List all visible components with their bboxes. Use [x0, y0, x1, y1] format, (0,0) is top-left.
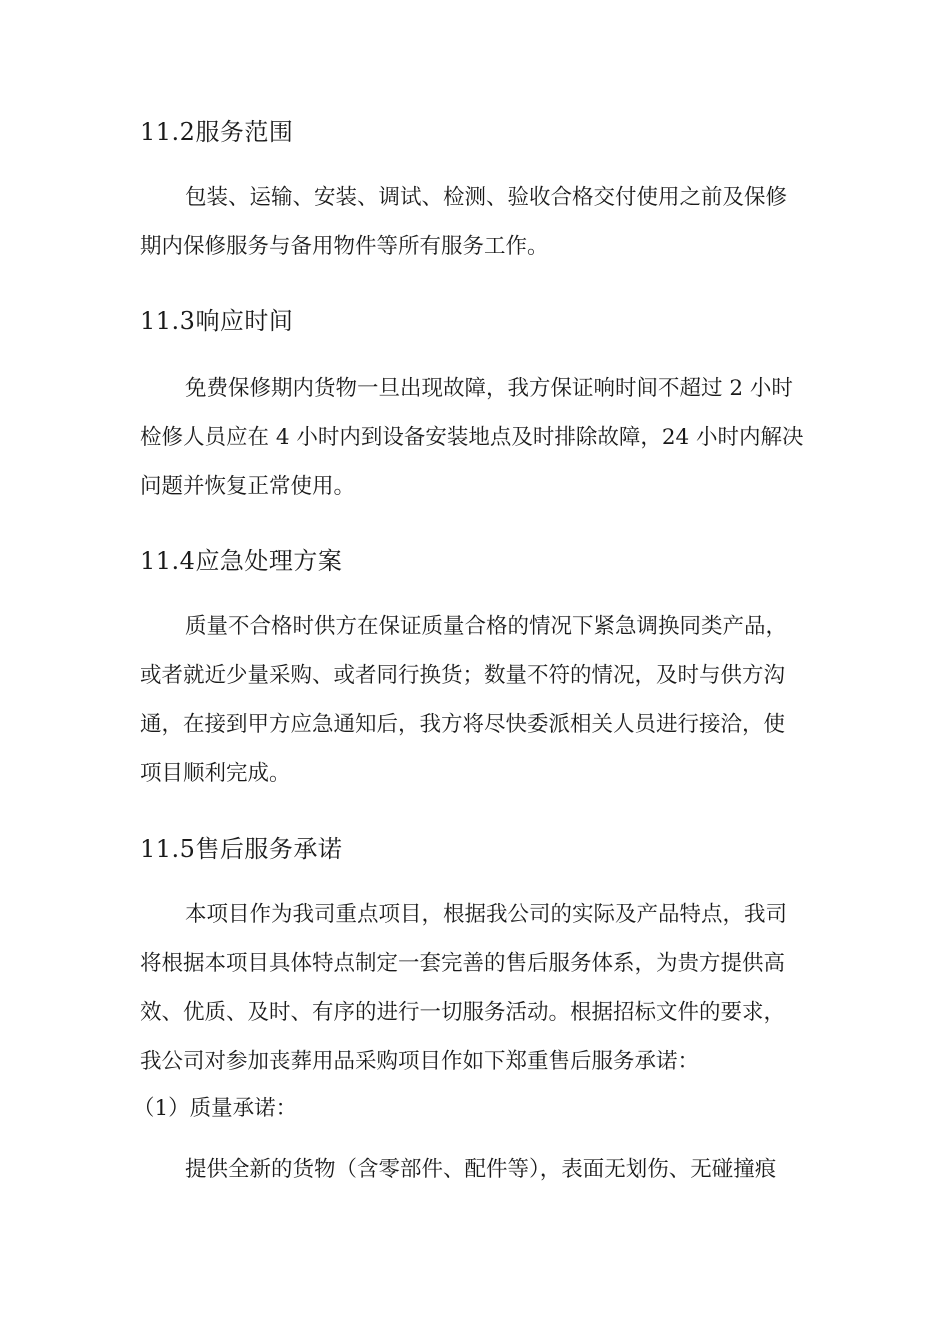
section-heading-11-4: 11.4应急处理方案 — [140, 547, 343, 575]
paragraph-line: 提供全新的货物（含零部件、配件等），表面无划伤、无碰撞痕 — [185, 1157, 777, 1182]
section-heading-11-2: 11.2服务范围 — [140, 118, 294, 146]
paragraph-line: 将根据本项目具体特点制定一套完善的售后服务体系，为贵方提供高 — [140, 951, 786, 976]
paragraph-line: 效、优质、及时、有序的进行一切服务活动。根据招标文件的要求， — [140, 1000, 786, 1025]
paragraph-line: 或者就近少量采购、或者同行换货；数量不符的情况，及时与供方沟 — [140, 663, 786, 688]
paragraph-line: 包装、运输、安装、调试、检测、验收合格交付使用之前及保修 — [185, 185, 788, 210]
section-heading-11-3: 11.3响应时间 — [140, 307, 294, 335]
paragraph-line: 通，在接到甲方应急通知后，我方将尽快委派相关人员进行接洽，使 — [140, 712, 786, 737]
paragraph-line: 期内保修服务与备用物件等所有服务工作。 — [140, 234, 549, 259]
paragraph-line: 项目顺利完成。 — [140, 761, 291, 786]
paragraph-line: 问题并恢复正常使用。 — [140, 474, 356, 499]
paragraph-line: 质量不合格时供方在保证质量合格的情况下紧急调换同类产品， — [185, 614, 788, 639]
paragraph-line: 本项目作为我司重点项目，根据我公司的实际及产品特点，我司 — [185, 902, 788, 927]
subheading-quality-commitment: （1）质量承诺： — [133, 1096, 298, 1121]
section-heading-11-5: 11.5售后服务承诺 — [140, 835, 343, 863]
paragraph-line: 我公司对参加丧葬用品采购项目作如下郑重售后服务承诺： — [140, 1049, 700, 1074]
paragraph-line: 检修人员应在 4 小时内到设备安装地点及时排除故障，24 小时内解决 — [140, 425, 804, 450]
paragraph-line: 免费保修期内货物一旦出现故障，我方保证响时间不超过 2 小时 — [185, 376, 793, 401]
